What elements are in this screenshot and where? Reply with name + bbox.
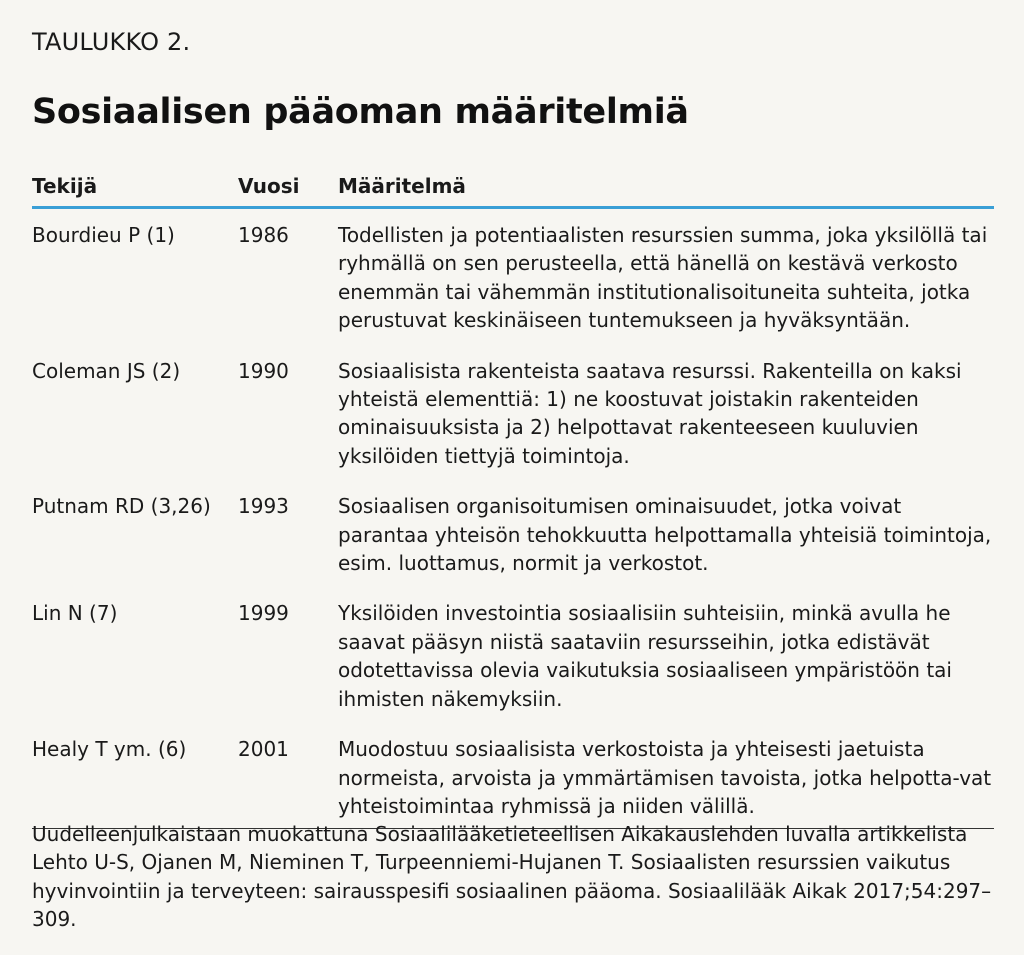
column-header-definition: Määritelmä [338,170,994,208]
year-cell: 1993 [238,494,289,519]
author-cell: Putnam RD (3,26) [32,494,211,519]
author-cell: Lin N (7) [32,601,118,626]
author-cell: Healy T ym. (6) [32,723,238,829]
table-row [32,587,994,723]
definition-cell: Sosiaalisista rakenteista saatava resurssi. Rakenteilla on kaksi yhteistä elementtiä: 1) ne koostuvat joistakin rakenteiden ominaisuuksista ja 2) helpottavat rakenteeseen kuuluvien yksilöiden tiettyjä toimintoja. [338,358,962,468]
table-row [32,345,994,481]
source-footnote: Uudelleenjulkaistaan muokattuna Sosiaalilääketieteellisen Aikakauslehden luvalla artikkelista Lehto U-S, Ojanen M, Nieminen T, Turpeenniemi-Hujanen T. Sosiaalisten resurssien vaikutus hyvinvointiin ja terveyteen: sairausspesifi sosiaalinen pääoma. Sosiaalilääk Aikak 2017;54:297–309. [32,822,992,932]
definition-cell: Sosiaalisen organisoitumisen ominaisuudet, jotka voivat parantaa yhteisön tehokkuutta helpottamalla yhteisiä toimintoja, esim. luottamus, normit ja verkostot. [338,494,992,576]
table-title: Sosiaalisen pääoman määritelmiä [32,92,689,132]
author-cell: Coleman JS (2) [32,358,181,383]
definition-cell: Todellisten ja potentiaalisten resurssien summa, joka yksilöllä tai ryhmällä on sen perusteella, että hänellä on kestävä verkosto enemmän tai vähemmän institutionalisoituneita suhteita, jotka perustuvat keskinäiseen tuntemukseen ja hyväksyntään. [338,223,988,333]
year-cell: 2001 [238,723,338,829]
author-cell: Bourdieu P (1) [32,223,175,247]
definition-cell: Muodostuu sosiaalisista verkostoista ja yhteisesti jaetuista normeista, arvoista ja ymmärtämisen tavoista, jotka helpotta-vat yhteistoimintaa ryhmissä ja niiden välillä. [338,723,994,829]
year-cell: 1986 [238,223,289,247]
column-header-year: Vuosi [238,170,338,208]
column-header-author: Tekijä [32,170,238,208]
table-number-label: TAULUKKO 2. [32,28,191,56]
definition-cell: Yksilöiden investointia sosiaalisiin suhteisiin, minkä avulla he saavat pääsyn niistä saataviin resursseihin, jotka edistävät odotettavissa olevia vaikutuksia sosiaaliseen ympäristöön tai ihmisten näkemyksiin. [338,601,952,711]
table-row [32,723,994,829]
year-cell: 1999 [238,601,289,626]
definitions-table [32,170,994,829]
table-row [32,208,994,345]
table-row [32,480,994,587]
table-header-row [32,170,994,208]
year-cell: 1990 [238,358,289,383]
